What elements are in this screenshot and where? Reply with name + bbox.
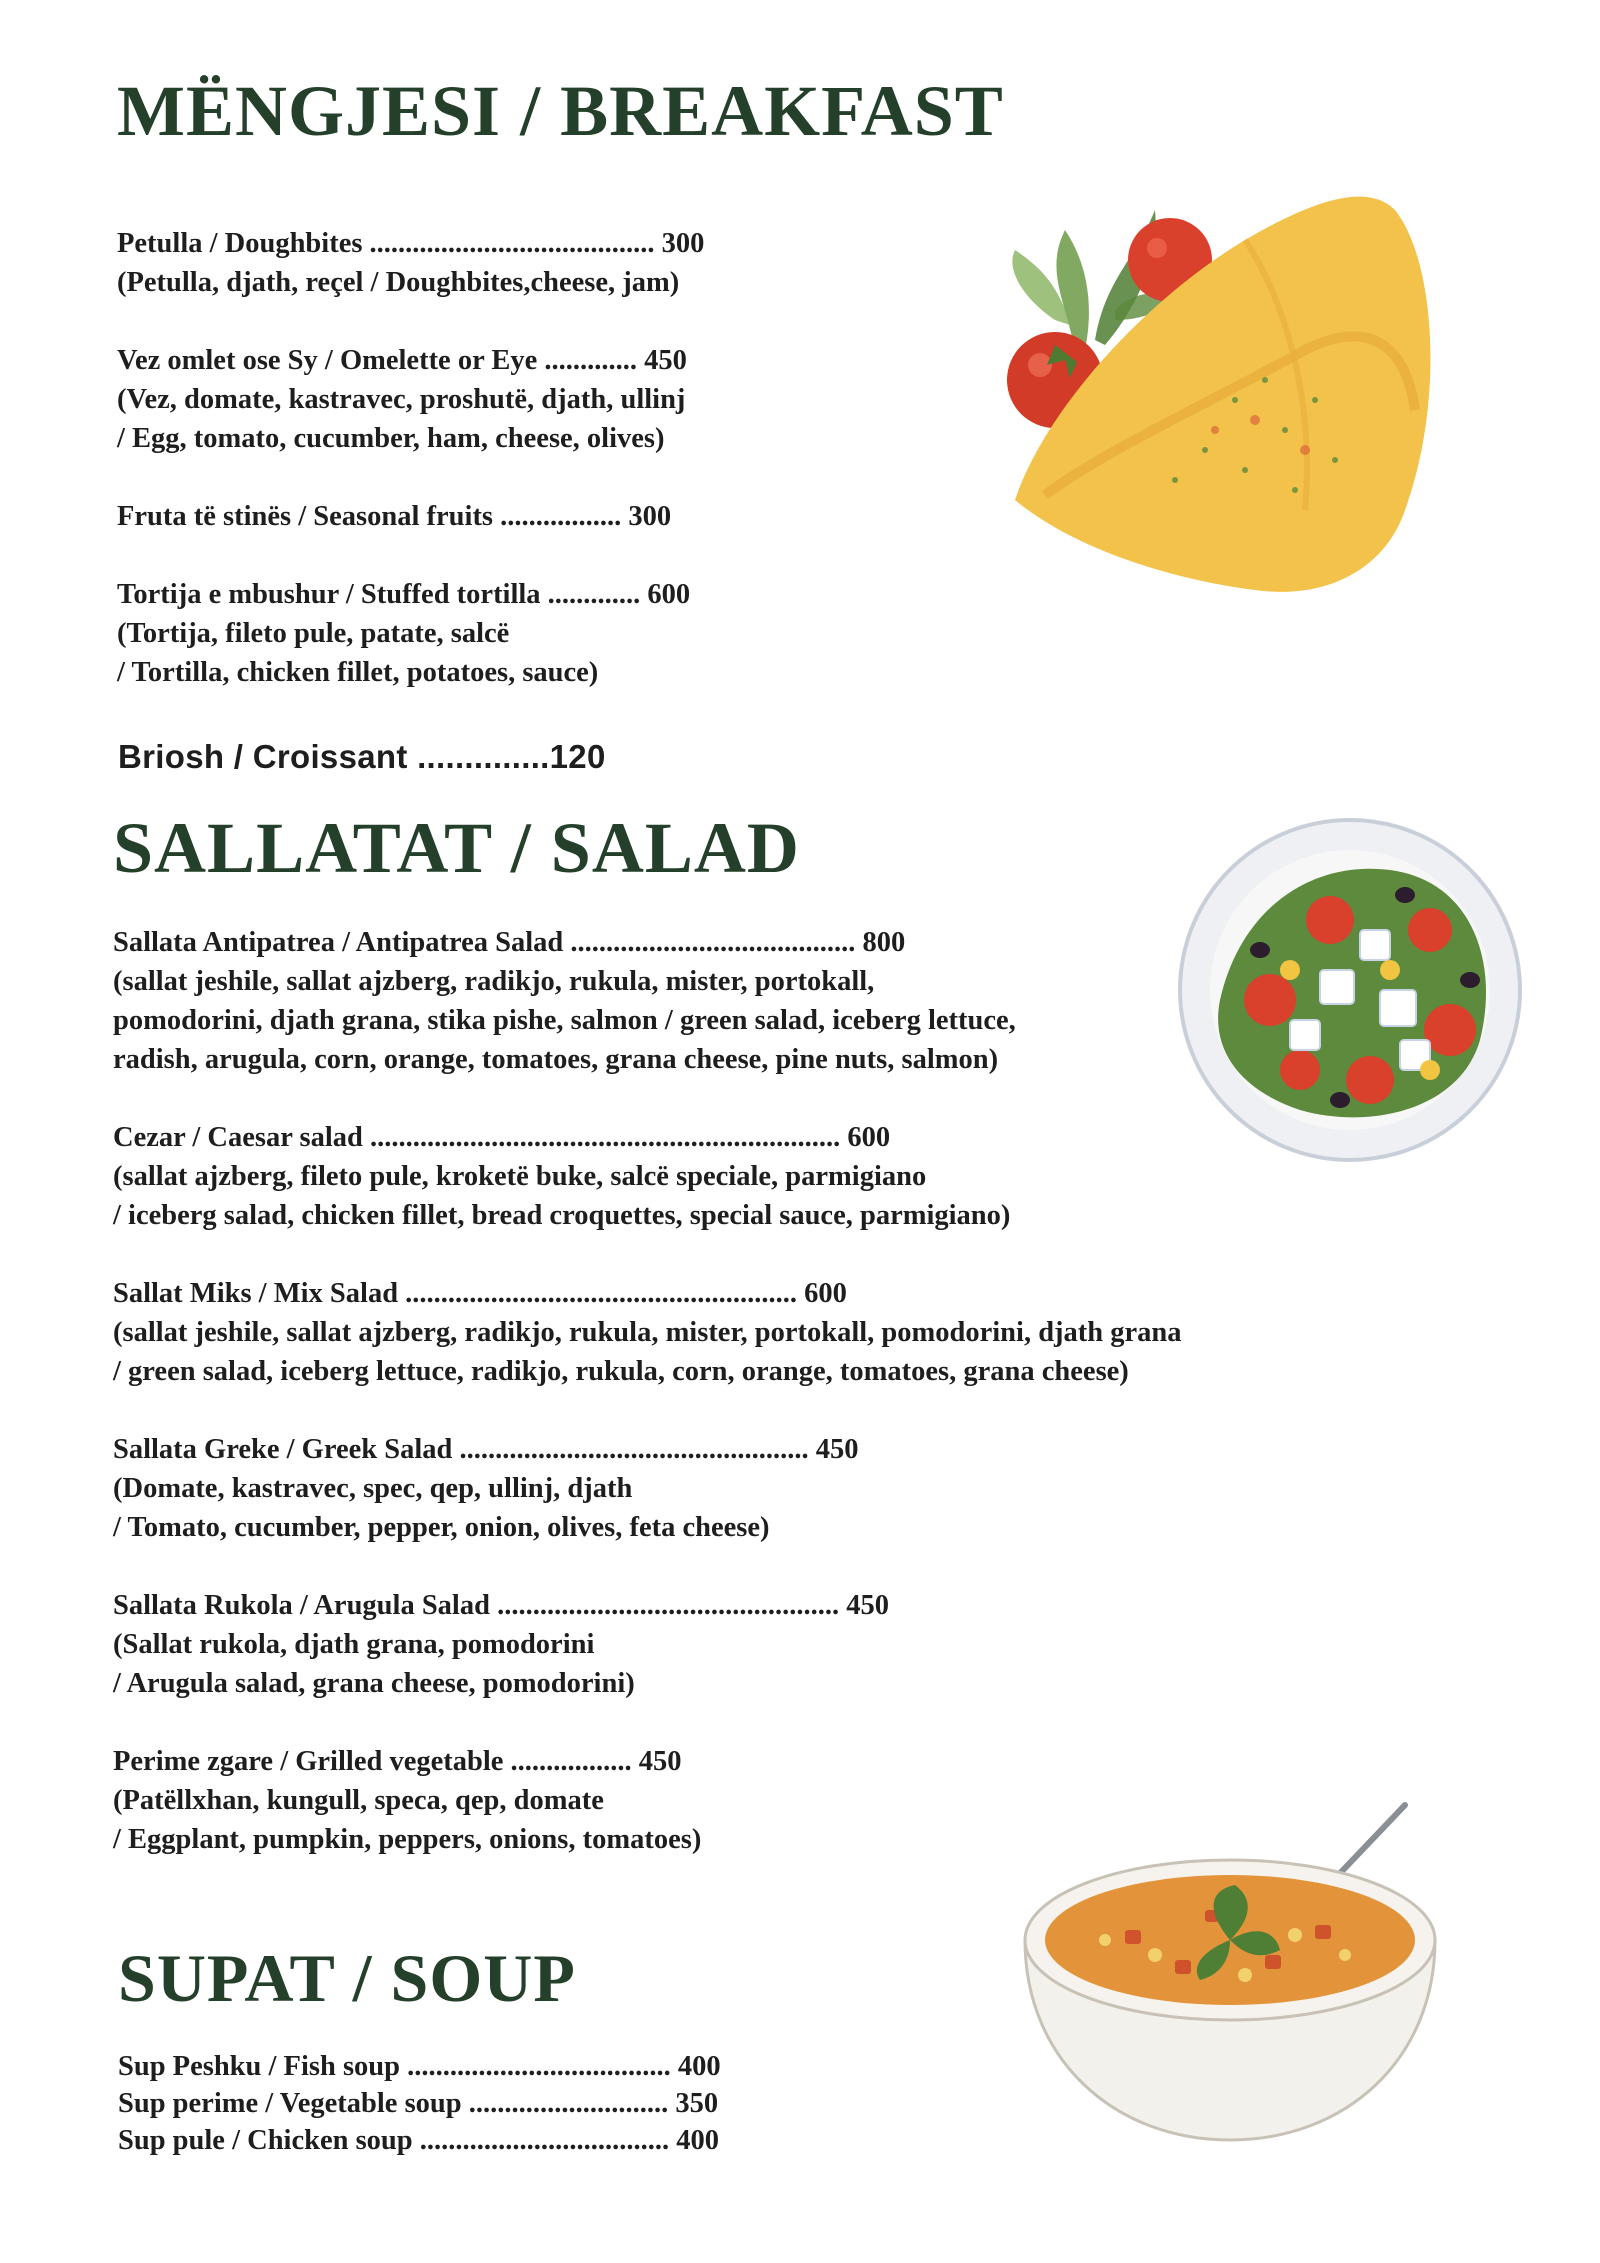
menu-item-description: / green salad, iceberg lettuce, radikjo, rukula, corn, orange, tomatoes, grana cheese): [113, 1356, 1129, 1387]
menu-item-description: (Petulla, djath, reçel / Doughbites,cheese, jam): [117, 267, 680, 298]
omelette-illustration: [985, 150, 1455, 620]
menu-item-description: radish, arugula, corn, orange, tomatoes, grana cheese, pine nuts, salmon): [113, 1044, 999, 1075]
menu-item-doughbites: Petulla / Doughbites ........................................ 300: [117, 228, 705, 259]
menu-item-antipatrea-salad: Sallata Antipatrea / Antipatrea Salad ........................................ 800: [113, 927, 906, 958]
menu-item-description: / Tortilla, chicken fillet, potatoes, sauce): [117, 657, 599, 688]
menu-item-description: (Sallat rukola, djath grana, pomodorini: [113, 1629, 595, 1660]
menu-item-mix-salad: Sallat Miks / Mix Salad ....................................................... 600: [113, 1278, 847, 1309]
menu-item-description: (sallat jeshile, sallat ajzberg, radikjo, rukula, mister, portokall,: [113, 966, 875, 997]
menu-item-description: (Patëllxhan, kungull, speca, qep, domate: [113, 1785, 604, 1816]
menu-item-description: pomodorini, djath grana, stika pishe, salmon / green salad, iceberg lettuce,: [113, 1005, 1016, 1036]
menu-item-stuffed-tortilla: Tortija e mbushur / Stuffed tortilla ............. 600: [117, 579, 691, 610]
menu-item-vegetable-soup: Sup perime / Vegetable soup ............................ 350: [118, 2088, 719, 2119]
menu-item-omelette: Vez omlet ose Sy / Omelette or Eye ............. 450: [117, 345, 687, 376]
breakfast-heading: MËNGJESI / BREAKFAST: [117, 71, 1004, 151]
menu-item-description: / Arugula salad, grana cheese, pomodorini): [113, 1668, 635, 1699]
menu-item-greek-salad: Sallata Greke / Greek Salad ................................................. 450: [113, 1434, 859, 1465]
soup-illustration: [1005, 1790, 1465, 2170]
menu-item-description: / Eggplant, pumpkin, peppers, onions, tomatoes): [113, 1824, 702, 1855]
menu-item-arugula-salad: Sallata Rukola / Arugula Salad ................................................ 450: [113, 1590, 889, 1621]
menu-item-caesar-salad: Cezar / Caesar salad .................................................................. 600: [113, 1122, 891, 1153]
menu-item-fish-soup: Sup Peshku / Fish soup ..................................... 400: [118, 2051, 721, 2082]
menu-item-grilled-vegetable: Perime zgare / Grilled vegetable ................. 450: [113, 1746, 682, 1777]
menu-item-description: (sallat ajzberg, fileto pule, kroketë buke, salcë speciale, parmigiano: [113, 1161, 927, 1192]
menu-item-description: (Vez, domate, kastravec, proshutë, djath, ullinj: [117, 384, 686, 415]
menu-item-description: (sallat jeshile, sallat ajzberg, radikjo, rukula, mister, portokall, pomodorini, djath grana: [113, 1317, 1182, 1348]
menu-item-chicken-soup: Sup pule / Chicken soup ................................... 400: [118, 2125, 720, 2156]
menu-item-description: (Tortija, fileto pule, patate, salcë: [117, 618, 510, 649]
salad-heading: SALLATAT / SALAD: [113, 808, 800, 888]
soup-heading: SUPAT / SOUP: [118, 1940, 576, 2016]
menu-item-description: / Egg, tomato, cucumber, ham, cheese, olives): [117, 423, 665, 454]
menu-item-croissant: Briosh / Croissant ..............120: [118, 738, 606, 775]
menu-item-description: / iceberg salad, chicken fillet, bread croquettes, special sauce, parmigiano): [113, 1200, 1011, 1231]
menu-item-description: (Domate, kastravec, spec, qep, ullinj, djath: [113, 1473, 633, 1504]
menu-item-description: / Tomato, cucumber, pepper, onion, olives, feta cheese): [113, 1512, 770, 1543]
salad-illustration: [1150, 780, 1560, 1180]
menu-item-seasonal-fruits: Fruta të stinës / Seasonal fruits ................. 300: [117, 501, 672, 532]
